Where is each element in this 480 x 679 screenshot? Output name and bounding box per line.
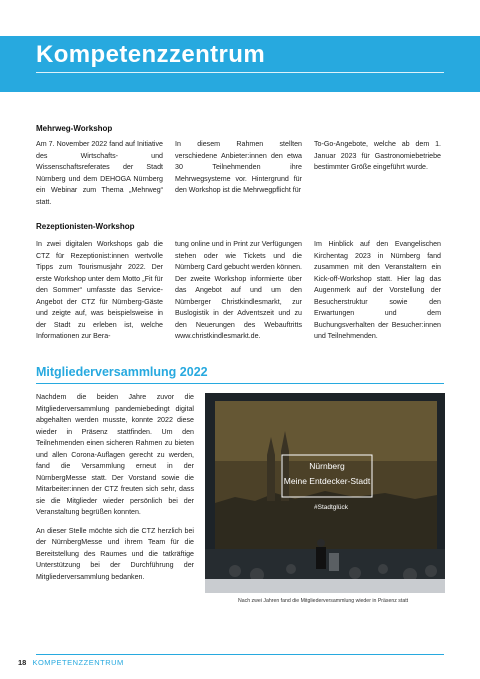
rezeptionisten-text-col1 <box>36 239 163 350</box>
section-title-mitgliederversammlung: Mitgliederversammlung 2022 <box>36 365 208 379</box>
page-title: Kompetenzzentrum <box>36 41 266 68</box>
mehrweg-text-col1 <box>36 139 163 215</box>
screen-hashtag: #Stadtglück <box>314 504 348 511</box>
header-banner <box>0 36 480 92</box>
screen-line-2: Meine Entdecker-Stadt <box>283 476 371 486</box>
section-divider <box>36 383 444 384</box>
photo-caption: Nach zwei Jahren fand die Mitgliederversammlung wieder in Präsenz statt <box>238 598 409 604</box>
paragraph: An dieser Stelle möchte sich die CTZ herzlich bei der NürnbergMesse und ihrem Team für die Bereitstellung des Raumes und die tatkräftige Unterstützung bei der Durchführung der Mitgliederversammlung bedanken. <box>36 526 194 581</box>
rezeptionisten-text-col3 <box>314 239 441 350</box>
footer-section-label: KOMPETENZZENTRUM <box>32 658 124 667</box>
paragraph: Nachdem die beiden Jahre zuvor die Mitgliederversammlung pandemiebedingt digital abgehalten werden musste, konnte 2022 diese wieder in Präsenz stattfinden. Um den Teilnehmenden einen sicheren Rahmen zu bieten und allen Corona-Auflagen gerecht zu werden, fand die Versammlung erneut in der NürnbergMesse statt. Der Vorstand sowie die Mitarbeiter:innen der CTZ freuten sich sehr, dass sie die Mitglieder wieder persönlich bei der Veranstaltung begrüßen konnten. <box>36 393 194 516</box>
header-divider <box>36 72 444 73</box>
paragraph: To-Go-Angebote, welche ab dem 1. Januar 2023 für Gastronomiebetriebe bestimmter Größe eingeführt wurde. <box>314 140 441 171</box>
footer-divider <box>36 654 444 655</box>
rezeptionisten-text-col2 <box>175 239 302 350</box>
screen-line-1: Nürnberg <box>309 461 345 471</box>
mehrweg-text-col2 <box>175 139 302 204</box>
paragraph: In diesem Rahmen stellten verschiedene Anbieter:innen den etwa 30 Teilnehmenden ihre Mehrwegsysteme vor. Hintergrund für den Workshop ist die Mehrwegpflicht für <box>175 140 302 194</box>
footer <box>18 658 124 667</box>
mitglieder-text-col <box>36 392 194 590</box>
paragraph: In zwei digitalen Workshops gab die CTZ für Rezeptionist:innen wertvolle Tipps zum Tourismusjahr 2022. Der erste Workshop unter dem Motto „Fit für den Sommer“ umfasste das Service-Angebot der CTZ für Nürnberg-Gäste und zeigte auf, was beispielsweise in der Stadt zu erleben ist, welche Informationen zur Bera- <box>36 240 163 340</box>
section-heading-mehrweg: Mehrweg-Workshop <box>36 124 113 133</box>
paragraph: Am 7. November 2022 fand auf Initiative des Wirtschafts- und Wissenschaftsreferates der Stadt Nürnberg und dem DEHOGA Nürnberg ein Webinar zum Thema „Mehrweg“ statt. <box>36 140 163 206</box>
mehrweg-text-col3 <box>314 139 441 181</box>
page-number: 18 <box>18 658 27 667</box>
event-photo <box>205 393 445 593</box>
event-photo-illustration <box>205 393 445 593</box>
paragraph: Im Hinblick auf den Evangelischen Kirchentag 2023 in Nürnberg fand zusammen mit den Veranstaltern ein Kick-off-Workshop statt. Hier lag das Augenmerk auf der Vorstellung der Besucherstruktur sowie den Erwartungen und dem Buchungsverhalten der Besucher:innen und Teilnehmenden. <box>314 240 441 340</box>
section-heading-rezeptionisten: Rezeptionisten-Workshop <box>36 222 135 231</box>
paragraph: tung online und in Print zur Verfügungen stehen oder wie Tickets und die Nürnberg Card gebucht werden können. Der zweite Workshop informierte über das Angebot auf und um den Nürnberger Christkindlesmarkt, zur Buslogistik in der Adventszeit und zu den Neuerungen des Webauftritts www.christkindlesmarkt.de. <box>175 240 302 340</box>
